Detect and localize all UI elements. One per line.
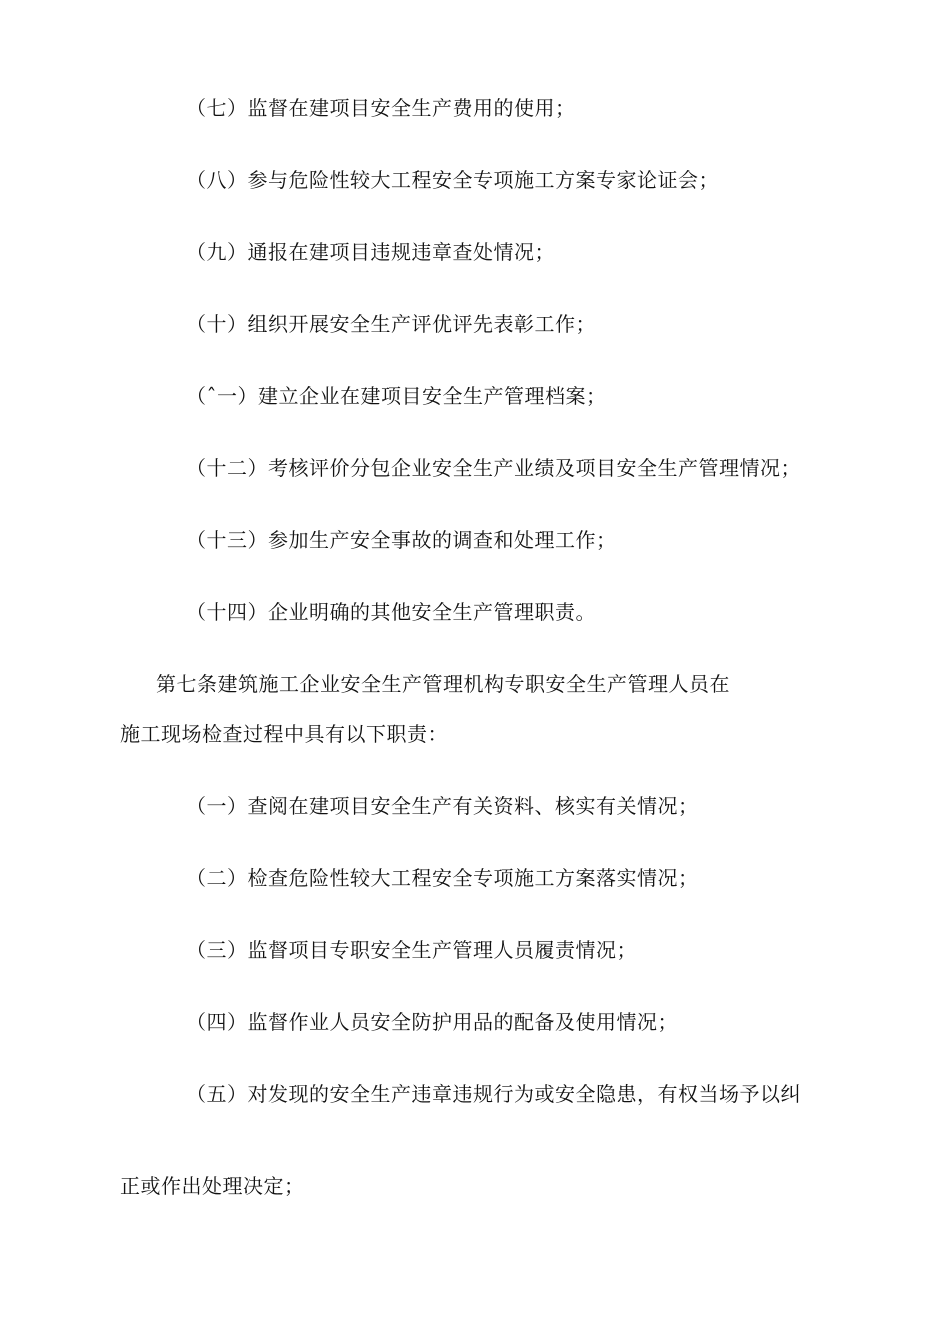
list-item: （ˆ一）建立企业在建项目安全生产管理档案； xyxy=(186,384,607,408)
list-item: （二）检查危险性较大工程安全专项施工方案落实情况； xyxy=(186,866,699,890)
list-item: （十四）企业明确的其他安全生产管理职责。 xyxy=(186,600,596,624)
article-text: 施工现场检查过程中具有以下职责： xyxy=(120,722,448,746)
list-item: （四）监督作业人员安全防护用品的配备及使用情况； xyxy=(186,1010,678,1034)
continuation-text: 正或作出处理决定； xyxy=(120,1174,305,1198)
list-item: （七）监督在建项目安全生产费用的使用； xyxy=(186,96,576,120)
list-item: （一）查阅在建项目安全生产有关资料、核实有关情况； xyxy=(186,794,699,818)
list-item: （三）监督项目专职安全生产管理人员履责情况； xyxy=(186,938,637,962)
list-item: （八）参与危险性较大工程安全专项施工方案专家论证会； xyxy=(186,168,719,192)
list-item: （五）对发现的安全生产违章违规行为或安全隐患，有权当场予以纠 xyxy=(186,1082,801,1106)
list-item: （十二）考核评价分包企业安全生产业绩及项目安全生产管理情况； xyxy=(186,456,801,480)
list-item: （十）组织开展安全生产评优评先表彰工作； xyxy=(186,312,596,336)
list-item: （九）通报在建项目违规违章查处情况； xyxy=(186,240,555,264)
article-heading: 第七条建筑施工企业安全生产管理机构专职安全生产管理人员在 xyxy=(156,672,730,696)
list-item: （十三）参加生产安全事故的调查和处理工作； xyxy=(186,528,617,552)
